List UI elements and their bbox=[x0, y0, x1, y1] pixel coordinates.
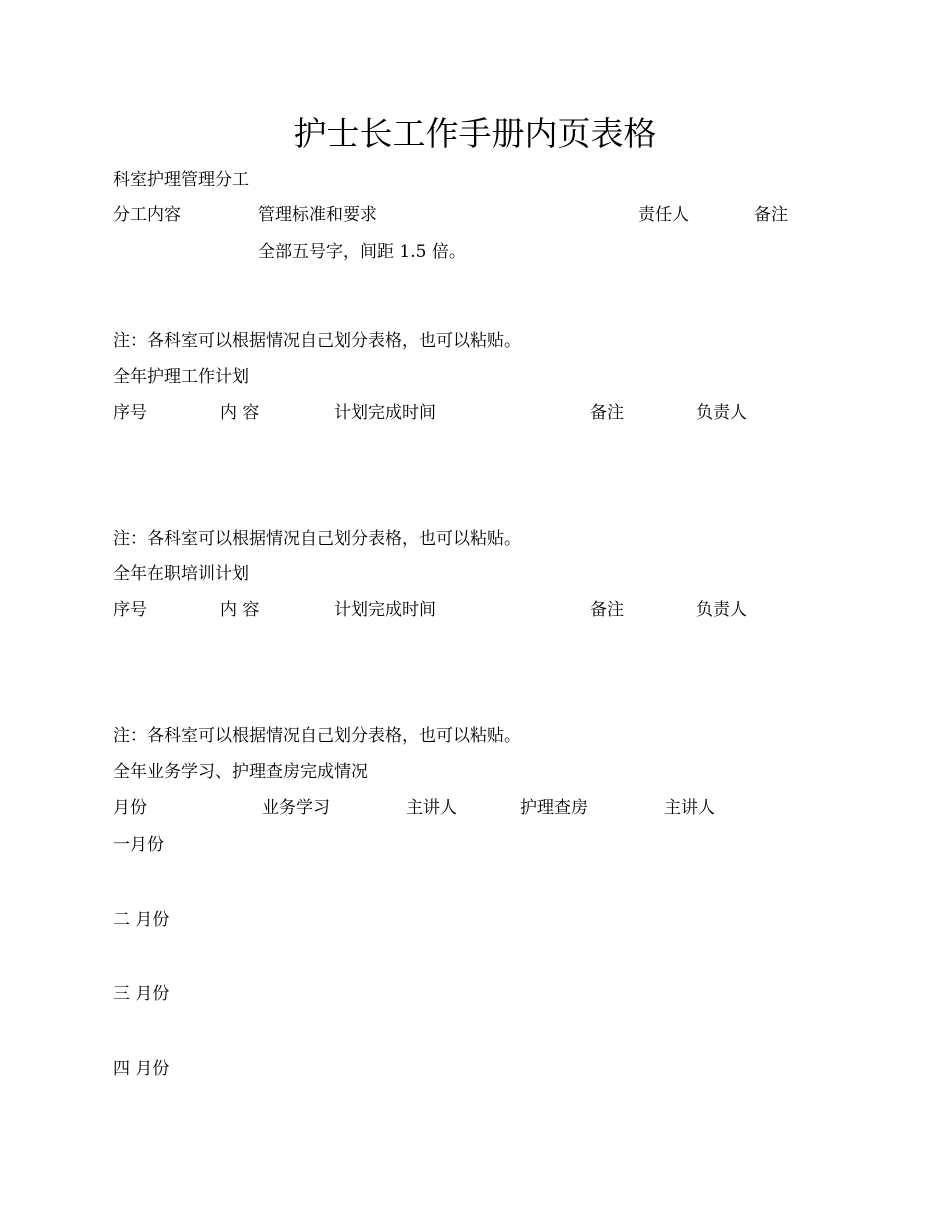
section1-format-note: 全部五号字，间距 1.5 倍。 bbox=[258, 242, 466, 262]
section4-heading: 全年业务学习、护理查房完成情况 bbox=[113, 762, 368, 782]
section4-col-study: 业务学习 bbox=[262, 798, 330, 818]
section4-col-month: 月份 bbox=[113, 798, 147, 818]
month-row-1: 一月份 bbox=[113, 835, 164, 855]
month-row-4: 四 月份 bbox=[113, 1059, 170, 1079]
section2-col-content: 内 容 bbox=[220, 403, 260, 423]
section4-col-study-speaker: 主讲人 bbox=[406, 798, 457, 818]
section1-col-standards: 管理标准和要求 bbox=[258, 205, 377, 225]
month-row-3: 三 月份 bbox=[113, 984, 170, 1004]
section4-col-rounds-speaker: 主讲人 bbox=[664, 798, 715, 818]
section2-col-remarks: 备注 bbox=[590, 403, 624, 423]
section2-col-owner: 负责人 bbox=[696, 403, 747, 423]
section1-heading: 科室护理管理分工 bbox=[113, 170, 249, 190]
month-row-2: 二 月份 bbox=[113, 910, 170, 930]
section2-col-index: 序号 bbox=[113, 403, 147, 423]
section2-heading: 全年护理工作计划 bbox=[113, 367, 249, 387]
section2-col-planned-time: 计划完成时间 bbox=[334, 403, 436, 423]
section3-note: 注：各科室可以根据情况自己划分表格，也可以粘贴。 bbox=[113, 726, 521, 746]
section1-col-remarks: 备注 bbox=[754, 205, 788, 225]
section3-col-index: 序号 bbox=[113, 600, 147, 620]
section1-note: 注：各科室可以根据情况自己划分表格，也可以粘贴。 bbox=[113, 331, 521, 351]
section3-col-remarks: 备注 bbox=[590, 600, 624, 620]
section3-col-owner: 负责人 bbox=[696, 600, 747, 620]
section3-col-planned-time: 计划完成时间 bbox=[334, 600, 436, 620]
section2-note: 注：各科室可以根据情况自己划分表格，也可以粘贴。 bbox=[113, 529, 521, 549]
section3-col-content: 内 容 bbox=[220, 600, 260, 620]
section1-col-responsible: 责任人 bbox=[638, 205, 689, 225]
section4-col-rounds: 护理查房 bbox=[520, 798, 588, 818]
section3-heading: 全年在职培训计划 bbox=[113, 564, 249, 584]
document-title: 护士长工作手册内页表格 bbox=[293, 114, 657, 153]
section1-col-division: 分工内容 bbox=[113, 205, 181, 225]
